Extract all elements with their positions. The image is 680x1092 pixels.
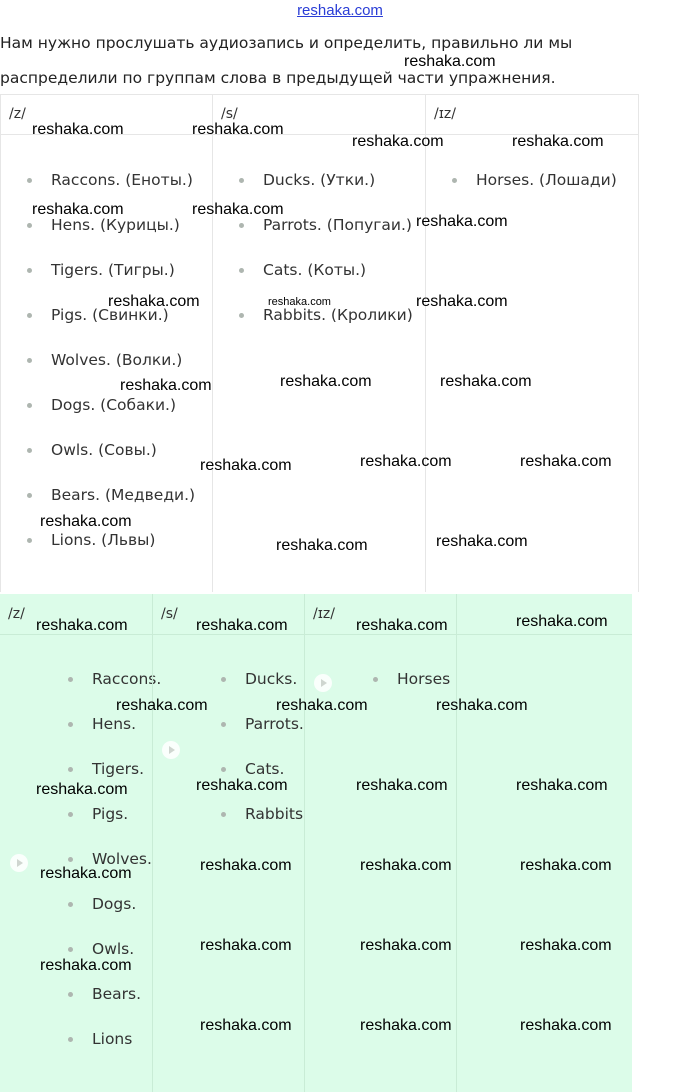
table-border-top	[0, 94, 638, 95]
watermark: reshaka.com	[356, 617, 448, 634]
watermark: reshaka.com	[196, 617, 288, 634]
column-z: /z/ Raccons. Hens. Tigers. Pigs. Wolves. Dogs. Owls. Bears. Lions	[8, 606, 162, 1048]
watermark: reshaka.com	[268, 296, 331, 308]
watermark: reshaka.com	[360, 857, 452, 874]
watermark: reshaka.com	[416, 213, 508, 230]
intro-line-1: Нам нужно прослушать аудиозапись и определить, правильно ли мы	[0, 34, 573, 52]
column-iz: /ɪz/ Horses. (Лошади)	[425, 94, 639, 592]
watermark: reshaka.com	[120, 377, 212, 394]
watermark: reshaka.com	[36, 617, 128, 634]
watermark: reshaka.com	[416, 293, 508, 310]
watermark: reshaka.com	[32, 121, 124, 138]
column-header-z: /z/	[8, 606, 25, 622]
watermark: reshaka.com	[192, 201, 284, 218]
watermark: reshaka.com	[520, 453, 612, 470]
watermark: reshaka.com	[356, 777, 448, 794]
watermark: reshaka.com	[40, 513, 132, 530]
watermark: reshaka.com	[440, 373, 532, 390]
column-header-iz: /ɪz/	[313, 606, 335, 622]
watermark: reshaka.com	[520, 1017, 612, 1034]
watermark: reshaka.com	[280, 373, 372, 390]
watermark: reshaka.com	[36, 781, 128, 798]
watermark: reshaka.com	[276, 697, 368, 714]
watermark: reshaka.com	[200, 457, 292, 474]
watermark: reshaka.com	[200, 1017, 292, 1034]
watermark: reshaka.com	[40, 957, 132, 974]
watermark: reshaka.com	[360, 1017, 452, 1034]
watermark: reshaka.com	[276, 537, 368, 554]
watermark: reshaka.com	[520, 857, 612, 874]
watermark: reshaka.com	[436, 533, 528, 550]
watermark: reshaka.com	[108, 293, 200, 310]
column-z: /z/ Raccons. (Еноты.) Hens. (Курицы.) Tigers. (Тигры.) Pigs. (Свинки.) Wolves. (Волки.) Dogs. (Собаки.) Owls. (Совы.) Bears. (Медведи.) Lions. (Львы)	[0, 94, 213, 592]
watermark: reshaka.com	[200, 937, 292, 954]
column-header-s: /s/	[221, 106, 238, 122]
column-iz: /ɪz/ Horses	[304, 594, 457, 1092]
watermark: reshaka.com	[516, 613, 608, 630]
column-header-iz: /ɪz/	[434, 106, 456, 122]
watermark: reshaka.com	[404, 53, 496, 70]
column-s: /s/ Ducks. Parrots. Cats. Rabbits	[152, 594, 305, 1092]
watermark: reshaka.com	[520, 937, 612, 954]
watermark: reshaka.com	[512, 133, 604, 150]
play-icon[interactable]	[10, 854, 28, 872]
watermark: reshaka.com	[516, 777, 608, 794]
watermark: reshaka.com	[196, 777, 288, 794]
watermark: reshaka.com	[192, 121, 284, 138]
watermark: reshaka.com	[352, 133, 444, 150]
watermark: reshaka.com	[200, 857, 292, 874]
site-link[interactable]: reshaka.com	[297, 2, 383, 19]
watermark: reshaka.com	[436, 697, 528, 714]
watermark: reshaka.com	[360, 453, 452, 470]
watermark: reshaka.com	[32, 201, 124, 218]
column-header-z: /z/	[9, 106, 26, 122]
intro-text	[0, 26, 640, 96]
column-s: /s/ Ducks. (Утки.) Parrots. (Попугаи.) Cats. (Коты.) Rabbits. (Кролики)	[212, 94, 426, 592]
play-icon[interactable]	[162, 741, 180, 759]
watermark: reshaka.com	[40, 865, 132, 882]
watermark: reshaka.com	[116, 697, 208, 714]
column-header-s: /s/	[161, 606, 178, 622]
play-icon[interactable]	[314, 674, 332, 692]
intro-line-2: распределили по группам слова в предыдущей части упражнения.	[0, 69, 556, 87]
watermark: reshaka.com	[360, 937, 452, 954]
